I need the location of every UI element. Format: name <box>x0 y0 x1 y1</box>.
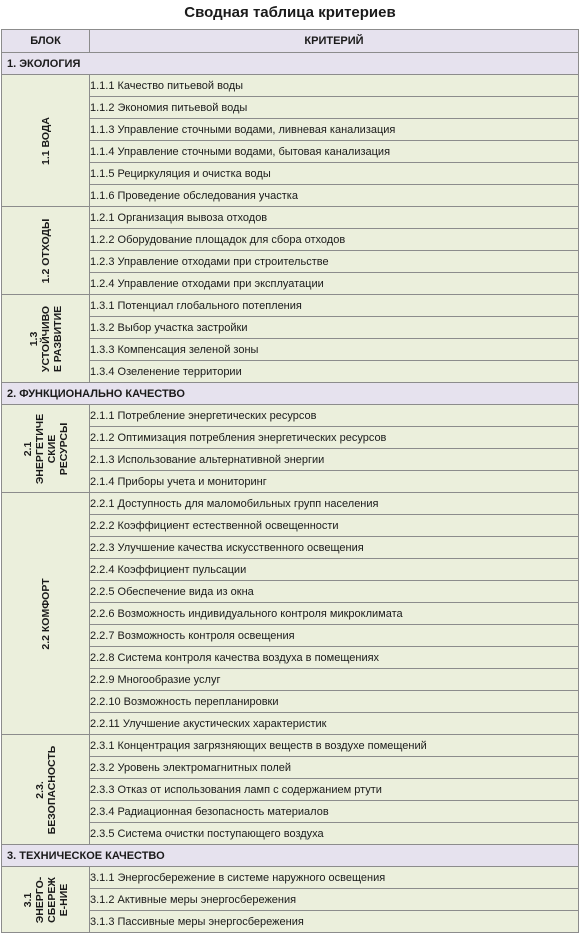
criterion-cell: 1.3.4 Озеленение территории <box>90 361 579 383</box>
criterion-cell: 1.2.3 Управление отходами при строительстве <box>90 251 579 273</box>
criterion-cell: 2.2.1 Доступность для маломобильных групп населения <box>90 493 579 515</box>
criterion-cell: 2.3.1 Концентрация загрязняющих веществ в воздухе помещений <box>90 735 579 757</box>
criterion-cell: 2.2.3 Улучшение качества искусственного освещения <box>90 537 579 559</box>
criterion-cell: 2.3.2 Уровень электромагнитных полей <box>90 757 579 779</box>
block-cell <box>2 735 90 845</box>
table-row <box>2 493 579 515</box>
criterion-cell: 2.2.11 Улучшение акустических характеристик <box>90 713 579 735</box>
criterion-cell: 3.1.1 Энергосбережение в системе наружного освещения <box>90 867 579 889</box>
criterion-cell: 1.1.6 Проведение обследования участка <box>90 185 579 207</box>
block-cell <box>2 867 90 933</box>
section-row <box>2 845 579 867</box>
criterion-cell: 2.2.7 Возможность контроля освещения <box>90 625 579 647</box>
criterion-cell: 1.2.1 Организация вывоза отходов <box>90 207 579 229</box>
block-cell <box>2 405 90 493</box>
criterion-cell: 1.2.2 Оборудование площадок для сбора отходов <box>90 229 579 251</box>
criterion-cell: 1.1.1 Качество питьевой воды <box>90 75 579 97</box>
criterion-cell: 2.1.4 Приборы учета и мониторинг <box>90 471 579 493</box>
table-row <box>2 867 579 889</box>
page-title: Сводная таблица критериев <box>184 4 396 21</box>
criterion-cell: 1.1.4 Управление сточными водами, бытовая канализация <box>90 141 579 163</box>
criterion-cell: 1.1.3 Управление сточными водами, ливневая канализация <box>90 119 579 141</box>
block-label: 1.1 ВОДА <box>39 116 52 165</box>
criterion-cell: 3.1.3 Пассивные меры энергосбережения <box>90 911 579 933</box>
table-row <box>2 295 579 317</box>
criterion-cell: 2.2.5 Обеспечение вида из окна <box>90 581 579 603</box>
criterion-cell: 1.1.5 Рециркуляция и очистка воды <box>90 163 579 185</box>
table-row <box>2 405 579 427</box>
block-cell <box>2 493 90 735</box>
criterion-cell: 1.3.1 Потенциал глобального потепления <box>90 295 579 317</box>
table-row <box>2 207 579 229</box>
criterion-cell: 1.2.4 Управление отходами при эксплуатации <box>90 273 579 295</box>
criterion-cell: 2.2.2 Коэффициент естественной освещенности <box>90 515 579 537</box>
block-label: 2.3. БЕЗОПАСНОСТЬ <box>33 745 58 834</box>
section-label: 2. ФУНКЦИОНАЛЬНО КАЧЕСТВО <box>2 383 579 405</box>
criterion-column-header: КРИТЕРИЙ <box>90 30 579 53</box>
criterion-cell: 2.1.3 Использование альтернативной энергии <box>90 449 579 471</box>
block-cell <box>2 207 90 295</box>
criterion-cell: 1.1.2 Экономия питьевой воды <box>90 97 579 119</box>
block-column-header: БЛОК <box>2 30 90 53</box>
criterion-cell: 2.2.9 Многообразие услуг <box>90 669 579 691</box>
criterion-cell: 2.1.2 Оптимизация потребления энергетических ресурсов <box>90 427 579 449</box>
criterion-cell: 2.2.4 Коэффициент пульсации <box>90 559 579 581</box>
criterion-cell: 2.3.5 Система очистки поступающего воздуха <box>90 823 579 845</box>
criteria-table <box>1 29 579 933</box>
criterion-cell: 2.2.8 Система контроля качества воздуха в помещениях <box>90 647 579 669</box>
block-label: 1.3 УСТОЙЧИВО Е РАЗВИТИЕ <box>27 305 64 372</box>
block-cell <box>2 295 90 383</box>
block-label: 3.1 ЭНЕРГО- СБЕРЕЖ Е-НИЕ <box>21 876 70 923</box>
block-cell <box>2 75 90 207</box>
section-row <box>2 53 579 75</box>
section-label: 3. ТЕХНИЧЕСКОЕ КАЧЕСТВО <box>2 845 579 867</box>
table-body <box>2 53 579 933</box>
table-row <box>2 735 579 757</box>
block-label: 2.1 ЭНЕРГЕТИЧЕ СКИЕ РЕСУРСЫ <box>21 413 70 484</box>
criterion-cell: 2.3.3 Отказ от использования ламп с содержанием ртути <box>90 779 579 801</box>
criterion-cell: 3.1.2 Активные меры энергосбережения <box>90 889 579 911</box>
criterion-cell: 1.3.2 Выбор участка застройки <box>90 317 579 339</box>
criterion-cell: 2.1.1 Потребление энергетических ресурсов <box>90 405 579 427</box>
criterion-cell: 2.2.6 Возможность индивидуального контроля микроклимата <box>90 603 579 625</box>
block-label: 1.2 ОТХОДЫ <box>39 218 52 283</box>
section-row <box>2 383 579 405</box>
criterion-cell: 2.3.4 Радиационная безопасность материалов <box>90 801 579 823</box>
criterion-cell: 2.2.10 Возможность перепланировки <box>90 691 579 713</box>
header-row <box>2 30 579 53</box>
table-row <box>2 75 579 97</box>
section-label: 1. ЭКОЛОГИЯ <box>2 53 579 75</box>
block-label: 2.2 КОМФОРТ <box>39 577 52 650</box>
criterion-cell: 1.3.3 Компенсация зеленой зоны <box>90 339 579 361</box>
